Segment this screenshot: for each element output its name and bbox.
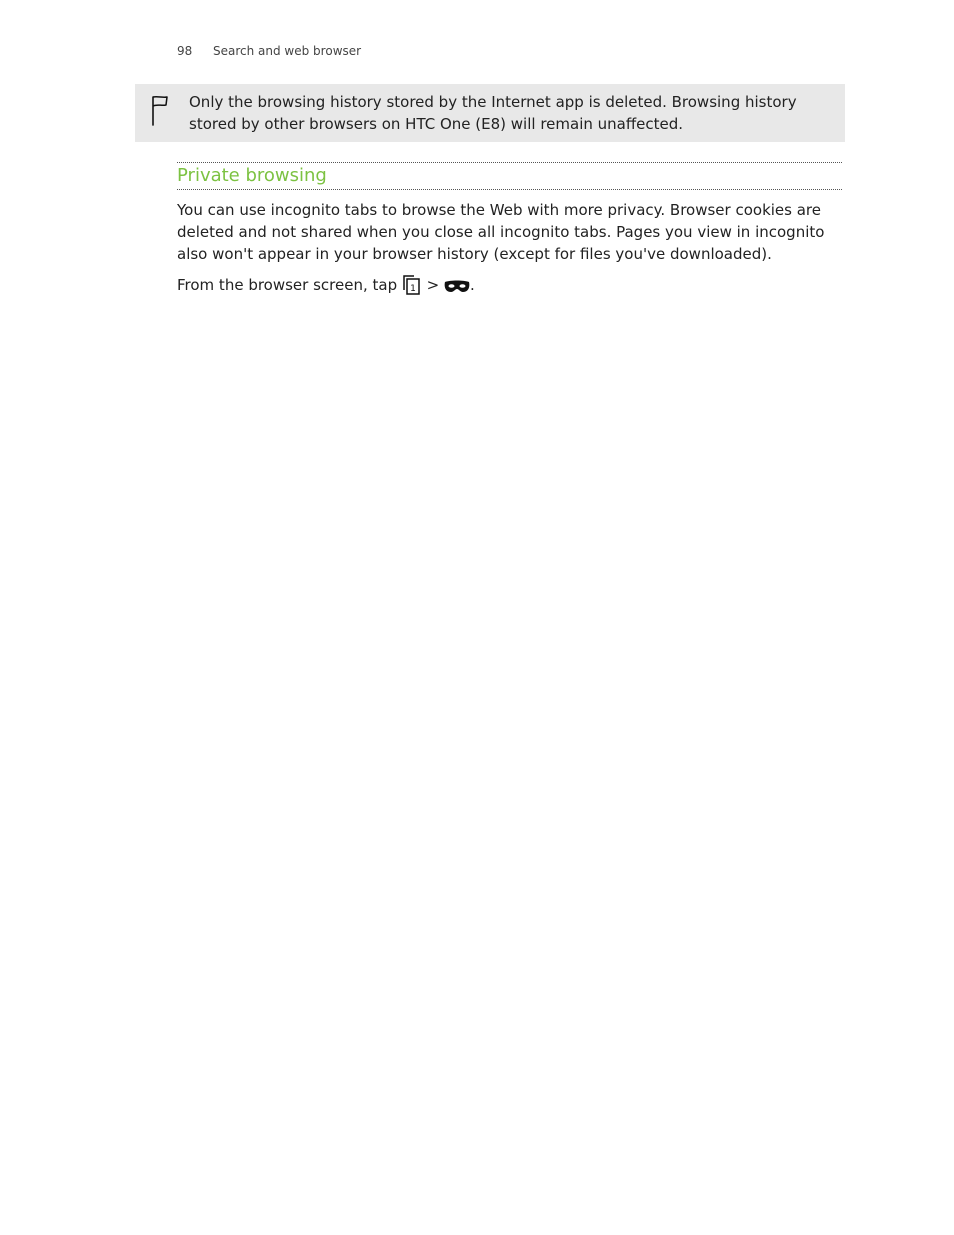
heading-rule (177, 162, 842, 190)
page-header (177, 44, 361, 58)
private-browsing-section (177, 162, 842, 296)
tabs-count: 1 (410, 284, 416, 294)
tabs-icon (402, 275, 422, 295)
instruction-prefix: From the browser screen, tap (177, 276, 398, 294)
instruction-suffix: . (470, 276, 475, 294)
section-title: Search and web browser (213, 44, 362, 58)
separator: > (426, 276, 440, 294)
page-number: 98 (177, 44, 193, 58)
note-text: Only the browsing history stored by the Internet app is deleted. Browsing history stored by other browsers on HTC One (E8) will remain unaffected. (189, 93, 797, 133)
section-paragraph: You can use incognito tabs to browse the Web with more privacy. Browser cookies are deleted and not shared when you close all incognito tabs. Pages you view in incognito also won't appear in your browser history (except for files you've downloaded). (177, 201, 825, 263)
flag-icon (149, 94, 171, 128)
instruction-line (177, 274, 842, 296)
note-box (135, 84, 845, 142)
section-heading: Private browsing (177, 165, 327, 186)
incognito-mask-icon (444, 279, 470, 295)
